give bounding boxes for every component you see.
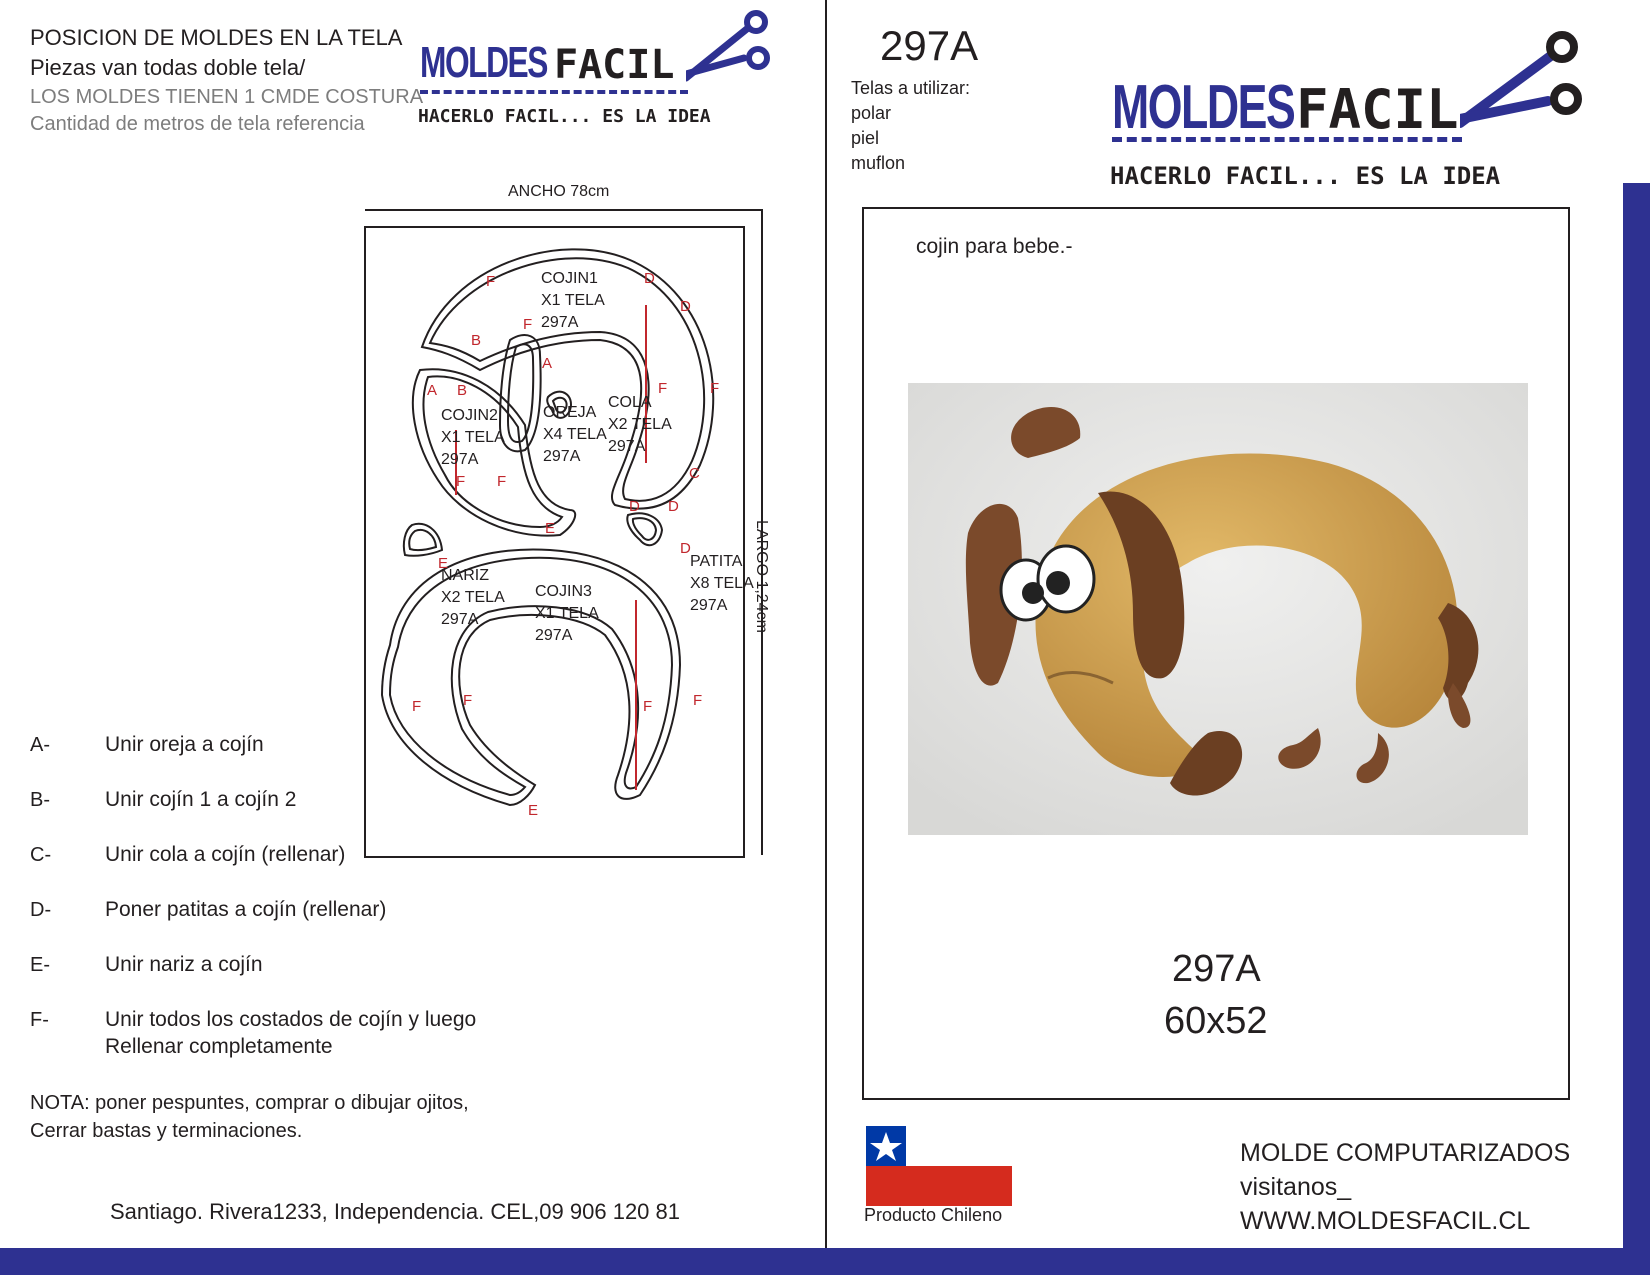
seam-mark: F: [497, 473, 507, 490]
fabric-item: polar: [851, 103, 892, 123]
logo-dash-line: [1112, 137, 1462, 142]
page-divider: [825, 0, 827, 1275]
seam-mark: B: [457, 382, 468, 399]
product-photo: [908, 383, 1528, 835]
seam-mark: F: [463, 692, 473, 709]
seam-mark: F: [486, 273, 496, 290]
seam-mark: D: [680, 540, 691, 557]
seam-mark: D: [668, 498, 679, 515]
brand-logo-small: [418, 38, 798, 138]
header-fabric-reference: Cantidad de metros de tela referencia: [30, 113, 365, 135]
address-text: Santiago. Rivera1233, Independencia. CEL,09 906 120 81: [110, 1199, 680, 1224]
logo-facil-text: FACIL: [1296, 78, 1459, 141]
seam-mark: D: [644, 270, 655, 287]
website-link[interactable]: WWW.MOLDESFACIL.CL: [1240, 1207, 1531, 1235]
seam-mark: E: [528, 802, 539, 819]
piece-label-cojin3: COJIN3 X1 TELA 297A: [535, 583, 599, 644]
fabric-item: muflon: [851, 153, 906, 173]
header-position-title: POSICION DE MOLDES EN LA TELA: [30, 25, 403, 50]
instruction-text: Unir oreja a cojín: [105, 733, 264, 756]
seam-mark: E: [438, 555, 449, 572]
bottom-product-code: 297A: [1172, 948, 1261, 990]
scissors-icon: [1460, 27, 1600, 137]
logo-moldes-text: MOLDES: [1112, 73, 1295, 142]
fabrics-list: [851, 76, 970, 176]
fabrics-title: Telas a utilizar:: [851, 78, 971, 98]
width-label: ANCHO 78cm: [508, 183, 610, 200]
logo-tagline: HACERLO FACIL... ES LA IDEA: [1110, 162, 1501, 190]
seam-mark: D: [629, 498, 640, 515]
seam-mark: A: [427, 382, 438, 399]
instruction-text: Unir todos los costados de cojín y luego Rellenar completamente: [105, 1008, 477, 1058]
instruction-text: Unir cola a cojín (rellenar): [105, 843, 346, 866]
seam-mark: F: [658, 380, 668, 397]
instruction-text: Unir cojín 1 a cojín 2: [105, 788, 297, 811]
fabric-item: piel: [851, 128, 880, 148]
seam-mark: B: [471, 332, 482, 349]
logo-dash-line: [420, 90, 688, 94]
seam-mark: F: [693, 692, 703, 709]
product-size: 60x52: [1164, 1000, 1268, 1042]
header-seam-allowance: LOS MOLDES TIENEN 1 CMDE COSTURA: [30, 86, 424, 108]
piece-label-patita: PATITA X8 TELA 297A: [690, 553, 754, 614]
piece-label-cojin1: COJIN1 X1 TELA 297A: [541, 270, 605, 331]
instruction-letter: D-: [30, 899, 52, 921]
logo-tagline: HACERLO FACIL... ES LA IDEA: [418, 106, 711, 127]
piece-label-nariz: NARIZ X2 TELA 297A: [441, 567, 505, 628]
instruction-letter: F-: [30, 1009, 49, 1031]
instruction-letter: B-: [30, 789, 50, 811]
seam-mark: F: [412, 698, 422, 715]
logo-facil-text: FACIL: [554, 42, 675, 88]
footer-contact: [1240, 1136, 1570, 1238]
chile-flag-icon: [866, 1126, 1012, 1206]
scissors-icon: [686, 8, 786, 88]
product-description: cojin para bebe.-: [916, 235, 1073, 258]
product-code: 297A: [880, 22, 979, 69]
seam-mark: A: [542, 355, 553, 372]
seam-mark: D: [680, 298, 691, 315]
seam-mark: F: [643, 698, 653, 715]
seam-mark: F: [710, 380, 720, 397]
right-accent-bar: [1623, 183, 1650, 1275]
note-text: NOTA: poner pespuntes, comprar o dibujar ojitos, Cerrar bastas y terminaciones.: [30, 1092, 469, 1142]
header-double-fabric: Piezas van todas doble tela/: [30, 55, 306, 80]
footer-line-visit: visitanos_: [1240, 1173, 1352, 1201]
logo-moldes-text: MOLDES: [420, 38, 547, 87]
piece-label-cola: COLA X2 TELA 297A: [608, 394, 672, 455]
instruction-text: Unir nariz a cojín: [105, 953, 263, 976]
brand-logo-large: [1110, 72, 1630, 202]
piece-label-cojin2: COJIN2 X1 TELA 297A: [441, 407, 505, 468]
instruction-letter: C-: [30, 844, 52, 866]
seam-mark: C: [689, 465, 700, 482]
flag-caption: Producto Chileno: [864, 1205, 1003, 1225]
seam-mark: E: [545, 520, 556, 537]
footer-line-molde: MOLDE COMPUTARIZADOS: [1240, 1139, 1571, 1167]
seam-mark: F: [523, 316, 533, 333]
instruction-letter: E-: [30, 954, 50, 976]
instruction-text: Poner patitas a cojín (rellenar): [105, 898, 387, 921]
length-label: LARGO 1,24cm: [753, 520, 770, 633]
instruction-letter: A-: [30, 734, 50, 756]
piece-label-oreja: OREJA X4 TELA 297A: [543, 404, 607, 465]
dog-pillow-image: [908, 383, 1528, 835]
seam-mark: F: [456, 473, 466, 490]
bottom-accent-bar: [0, 1248, 1650, 1275]
